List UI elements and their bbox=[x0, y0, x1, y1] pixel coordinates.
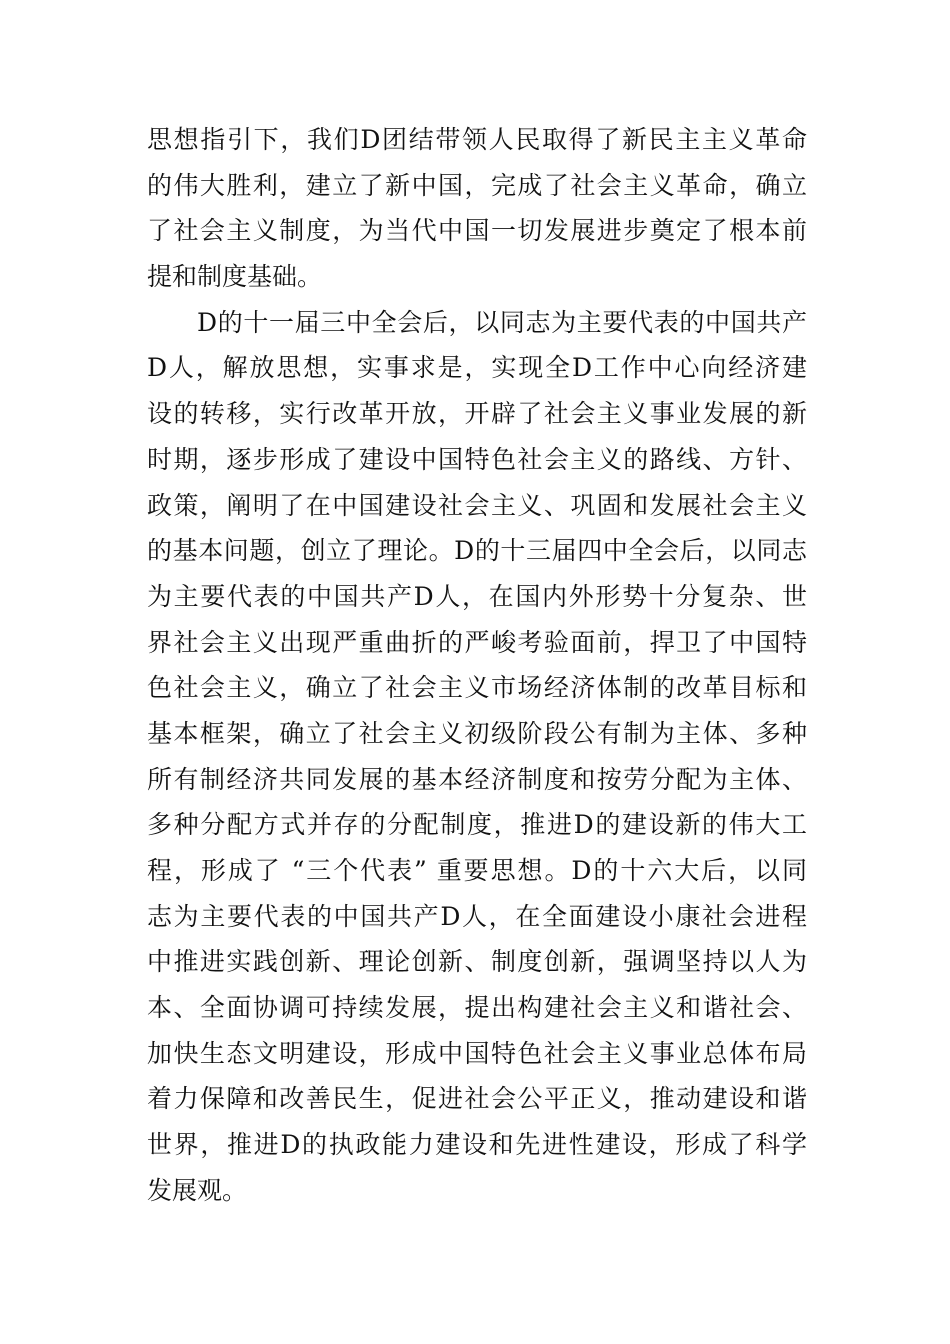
text-line: 多种分配方式并存的分配制度，推进D的建设新的伟大工 bbox=[147, 810, 807, 840]
body-text bbox=[147, 117, 807, 1214]
text-line: 本、全面协调可持续发展，提出构建社会主义和谐社会、 bbox=[147, 993, 807, 1023]
text-line: D的十一届三中全会后，以同志为主要代表的中国共产 bbox=[197, 307, 807, 337]
text-line: 提和制度基础。 bbox=[147, 262, 323, 292]
text-line: D人，解放思想，实事求是，实现全D工作中心向经济建 bbox=[147, 353, 807, 383]
text-line: 设的转移，实行改革开放，开辟了社会主义事业发展的新 bbox=[147, 399, 807, 429]
text-line: 发展观。 bbox=[147, 1175, 248, 1205]
text-line: 色社会主义，确立了社会主义市场经济体制的改革目标和 bbox=[147, 673, 807, 703]
text-line: 界社会主义出现严重曲折的严峻考验面前，捍卫了中国特 bbox=[147, 627, 807, 657]
text-line: 时期，逐步形成了建设中国特色社会主义的路线、方针、 bbox=[147, 444, 807, 474]
text-line: 政策，阐明了在中国建设社会主义、巩固和发展社会主义 bbox=[147, 490, 807, 520]
text-line: 世界，推进D的执政能力建设和先进性建设，形成了科学 bbox=[147, 1130, 807, 1160]
text-line: 志为主要代表的中国共产D人，在全面建设小康社会进程 bbox=[147, 901, 807, 931]
text-line: 为主要代表的中国共产D人，在国内外形势十分复杂、世 bbox=[147, 581, 807, 611]
text-line: 的基本问题，创立了理论。D的十三届四中全会后，以同志 bbox=[147, 536, 807, 566]
text-line: 的伟大胜利，建立了新中国，完成了社会主义革命，确立 bbox=[147, 170, 807, 200]
text-line: 加快生态文明建设，形成中国特色社会主义事业总体布局 bbox=[147, 1038, 807, 1068]
text-line: 了社会主义制度，为当代中国一切发展进步奠定了根本前 bbox=[147, 216, 807, 246]
text-line: 中推进实践创新、理论创新、制度创新，强调坚持以人为 bbox=[147, 947, 807, 977]
text-line: 基本框架，确立了社会主义初级阶段公有制为主体、多种 bbox=[147, 718, 807, 748]
text-line: 着力保障和改善民生，促进社会公平正义，推动建设和谐 bbox=[147, 1084, 807, 1114]
text-line: 思想指引下，我们D团结带领人民取得了新民主主义革命 bbox=[147, 125, 807, 154]
text-line: 所有制经济共同发展的基本经济制度和按劳分配为主体、 bbox=[147, 764, 807, 794]
text-line: 程，形成了 “三个代表” 重要思想。D的十六大后，以同 bbox=[147, 856, 807, 885]
